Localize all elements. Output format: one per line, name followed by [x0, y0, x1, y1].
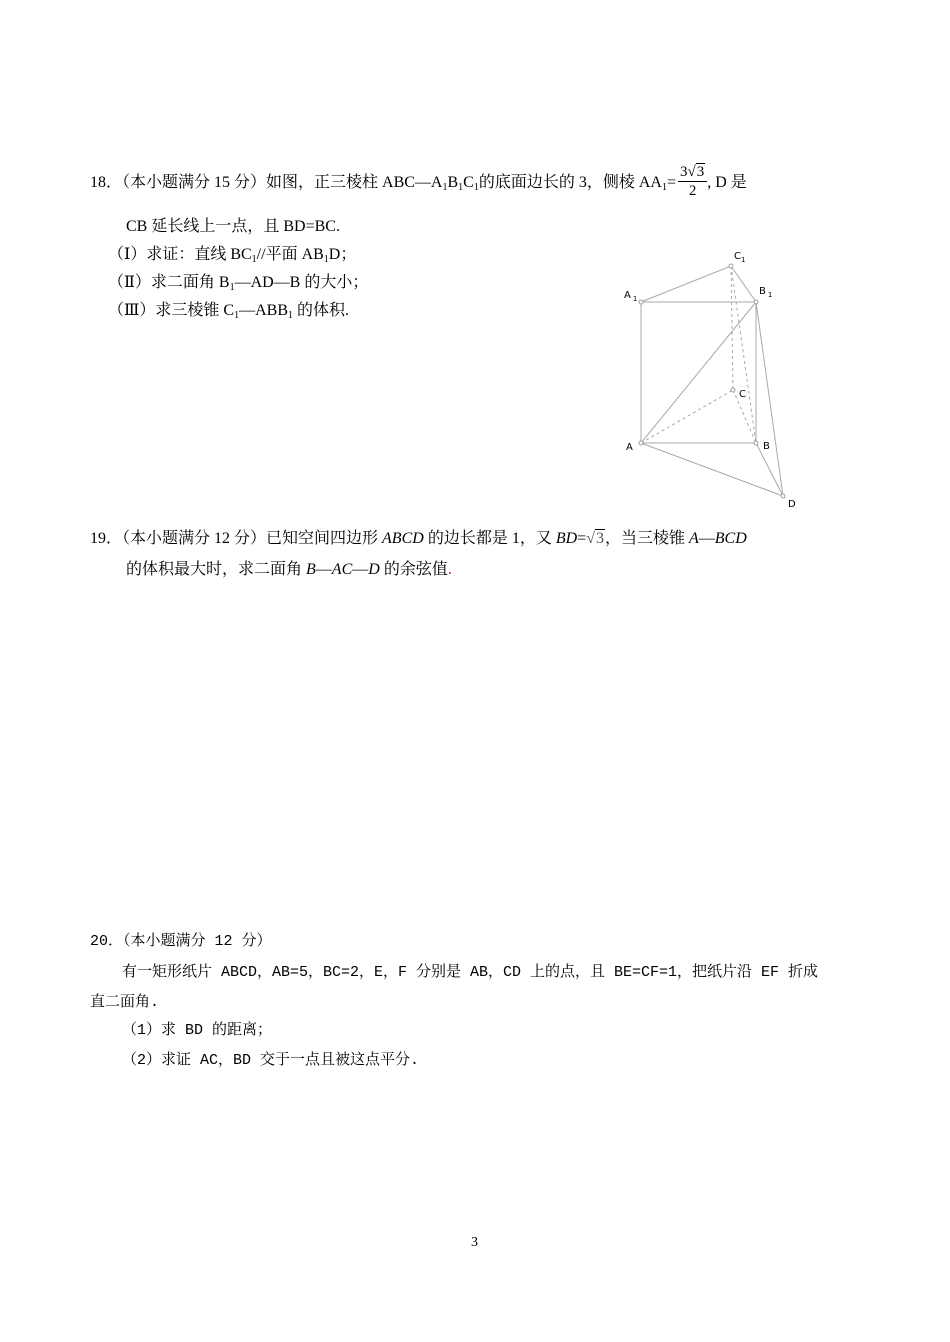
q19-italic: A [688, 530, 699, 547]
q18-part1-text: //平面 AB [256, 246, 324, 263]
q19-text: ，当三棱锥 [604, 530, 689, 547]
q18-line1 [90, 165, 747, 202]
q20-line1 [122, 963, 818, 983]
q18-line2-text: CB 延长线上一点，且 BD=BC. [126, 218, 340, 235]
page-number [471, 1233, 478, 1253]
q19-italic: B [306, 561, 316, 578]
hidden-edge-AC [641, 390, 733, 443]
frac-coef: 3 [679, 164, 688, 180]
q18-sub: 1 [458, 182, 464, 194]
label-C: C [739, 389, 746, 400]
hidden-edge-C1C [731, 266, 733, 390]
q18-head: （本小题满分 15 分）如图，正三棱柱 ABC—A [122, 174, 443, 192]
label-B1: B $_1$ [759, 286, 773, 299]
q18-sub: 1 [234, 310, 240, 321]
q19-red-dot: . [447, 561, 452, 578]
q19-sqrt: √3 [586, 530, 604, 547]
point-C1 [729, 264, 733, 268]
q18-sub: 1 [661, 182, 667, 194]
q19-text: — [315, 561, 332, 578]
q18-part1-text: D； [328, 246, 357, 263]
q18-sub: 1 [288, 310, 294, 321]
q18-sub: 1 [251, 254, 257, 265]
q19-italic: AC [331, 561, 353, 578]
q18-part3-text: （Ⅲ）求三棱锥 C [108, 302, 235, 319]
q19-line2 [126, 560, 452, 580]
edge-B1D [756, 302, 783, 496]
q19-italic: BD [555, 530, 578, 547]
q20-part2 [122, 1051, 419, 1071]
label-A1: A $_1$ [624, 290, 638, 303]
q19-text: （本小题满分 12 分）已知空间四边形 [122, 530, 383, 547]
q20-part1-text: （1）求 BD 的距离； [122, 1022, 273, 1039]
q19-line1 [90, 529, 747, 549]
edge-C1B1 [731, 266, 756, 302]
q19-text: 的余弦值 [379, 561, 448, 578]
frac-denominator: 2 [688, 183, 697, 199]
q18-text: , D 是 [707, 174, 747, 192]
q18-sub: 1 [323, 254, 329, 265]
edge-BD [756, 443, 783, 496]
q18-part3 [108, 301, 349, 326]
q19-italic: BCD [714, 530, 747, 547]
q20-part1 [122, 1021, 272, 1041]
label-A: A [626, 442, 633, 453]
point-D [781, 494, 785, 498]
q19-radicand: 3 [595, 530, 604, 547]
q19-text: = [577, 530, 587, 547]
q18-fraction [678, 163, 707, 200]
edge-AD [641, 443, 783, 496]
hidden-edge-C1B [731, 266, 756, 443]
q19-text: 的体积最大时，求二面角 [126, 561, 307, 578]
sqrt-symbol: √3 [687, 164, 705, 180]
q20-line1-text: 有一矩形纸片 ABCD，AB=5，BC=2，E，F 分别是 AB，CD 上的点，且 BE=CF=1，把纸片沿 EF 折成 [122, 964, 819, 981]
q19-number: 19． [90, 530, 123, 547]
label-C1: $C_1$ [734, 251, 746, 264]
q18-text: C [463, 174, 474, 192]
q18-part2-text: —AD—B 的大小； [234, 274, 369, 291]
q18-part1-text: （Ⅰ）求证：直线 BC [108, 246, 252, 263]
frac-radicand: 3 [696, 164, 705, 180]
q19-text: — [352, 561, 369, 578]
point-B [754, 441, 758, 445]
q18-sub: 1 [442, 182, 448, 194]
q18-part2 [108, 273, 368, 298]
point-A [639, 441, 643, 445]
point-B1 [754, 300, 758, 304]
q18-text: 的底面边长的 3，侧棱 AA [478, 174, 662, 192]
q18-part1 [108, 245, 356, 270]
label-D: D [788, 499, 796, 510]
q20-head-text: 20．（本小题满分 12 分） [90, 933, 272, 950]
page-number-text: 3 [471, 1235, 478, 1250]
q19-text: 的边长都是 1，又 [423, 530, 556, 547]
q19-italic: D [368, 561, 380, 578]
q19-italic: ABCD [382, 530, 424, 547]
q18-part3-text: —ABB [239, 302, 289, 319]
q20-part2-text: （2）求证 AC，BD 交于一点且被这点平分. [122, 1052, 420, 1069]
point-A1 [639, 300, 643, 304]
edge-AB1 [641, 302, 756, 443]
edge-A1C1 [641, 266, 731, 302]
q18-part3-text: 的体积. [293, 302, 350, 319]
q19-text: — [698, 530, 715, 547]
q18-sub: 1 [473, 182, 479, 194]
q18-part2-text: （Ⅱ）求二面角 B [108, 274, 230, 291]
point-C [731, 388, 735, 392]
hidden-edge-CB [733, 390, 756, 443]
q20-head [90, 932, 272, 952]
q20-line2 [90, 993, 159, 1013]
q20-line2-text: 直二面角. [90, 994, 160, 1011]
q18-text: = [666, 174, 676, 192]
q18-line2 [126, 217, 340, 237]
q18-number: 18． [90, 174, 123, 192]
q18-text: B [447, 174, 459, 192]
label-B: B [763, 441, 770, 452]
q18-sub: 1 [229, 282, 235, 293]
